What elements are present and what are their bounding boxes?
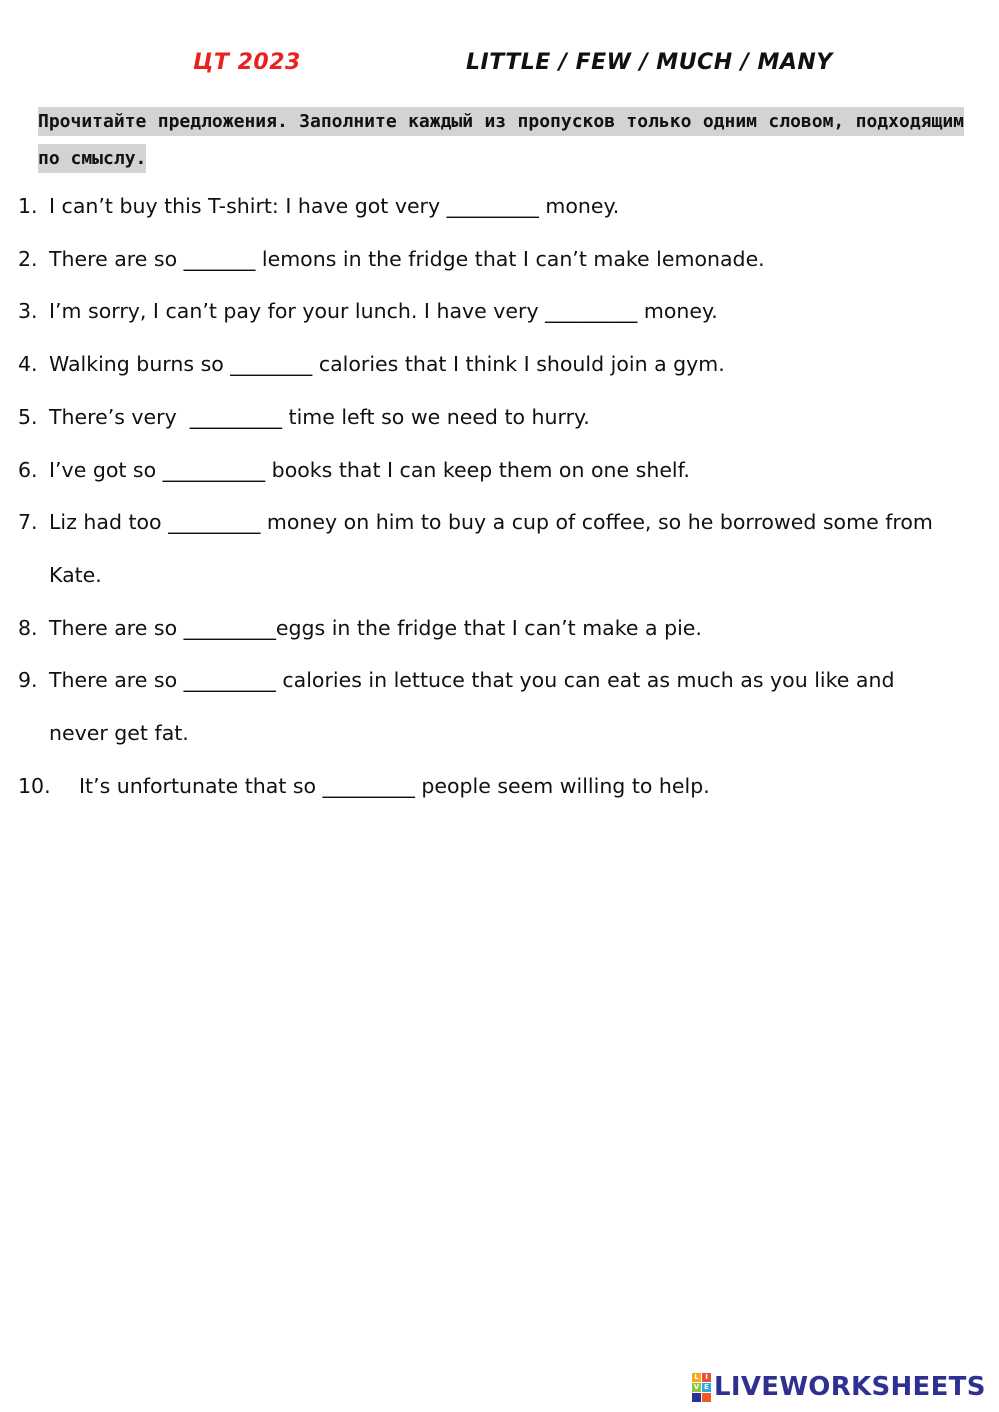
item-number: 10. [18,773,51,798]
logo-block: V [693,1382,700,1391]
item-number: 9. [18,668,38,693]
item-number: 2. [18,246,38,271]
item-text: There are so _________ calories in lettuce that you can eat as much as you like and never get fat. [49,668,895,746]
logo-text: LIVEWORKSHEETS [714,1372,986,1402]
liveworksheets-logo [692,1372,986,1402]
exercise-item [18,760,968,813]
logo-block [702,1393,711,1402]
logo-mark-icon [692,1373,711,1402]
item-number: 6. [18,457,38,482]
exam-code: ЦТ 2023 [193,50,301,75]
logo-block: I [702,1373,711,1382]
item-text: I’ve got so __________ books that I can keep them on one shelf. [49,457,690,482]
item-text: There are so _________eggs in the fridge that I can’t make a pie. [49,615,702,640]
exercise-item [18,285,968,338]
exercise-item [18,391,968,444]
exercise-item [18,233,968,286]
exercise-list [18,180,968,812]
item-number: 4. [18,352,38,377]
item-text: It’s unfortunate that so _________ people seem willing to help. [79,773,710,798]
item-text: I’m sorry, I can’t pay for your lunch. I have very _________ money. [49,299,718,324]
instruction-block [38,103,964,177]
item-text: Walking burns so ________ calories that I think I should join a gym. [49,352,725,377]
logo-block: E [702,1383,711,1392]
exercise-item [18,602,968,655]
item-text: There’s very _________ time left so we need to hurry. [49,404,590,429]
topic-title: LITTLE / FEW / MUCH / MANY [466,50,833,75]
item-number: 7. [18,510,38,535]
item-number: 3. [18,299,38,324]
item-text: Liz had too _________ money on him to buy a cup of coffee, so he borrowed some from Kate. [49,510,933,587]
exercise-item [18,338,968,391]
exercise-item [18,654,954,759]
instruction-text: Прочитайте предложения. Заполните каждый из пропусков только одним словом, подходящим по смыслу. [38,107,964,173]
logo-block: L [692,1373,701,1382]
exercise-item [18,496,954,601]
worksheet-header [0,50,999,86]
item-text: I can’t buy this T-shirt: I have got very _________ money. [49,194,620,218]
exercise-item [18,444,968,497]
logo-block [692,1393,701,1402]
exercise-item [18,180,968,233]
item-text: There are so _______ lemons in the fridge that I can’t make lemonade. [49,246,765,271]
item-number: 8. [18,615,38,640]
item-number: 5. [18,404,38,429]
item-number: 1. [18,194,38,218]
